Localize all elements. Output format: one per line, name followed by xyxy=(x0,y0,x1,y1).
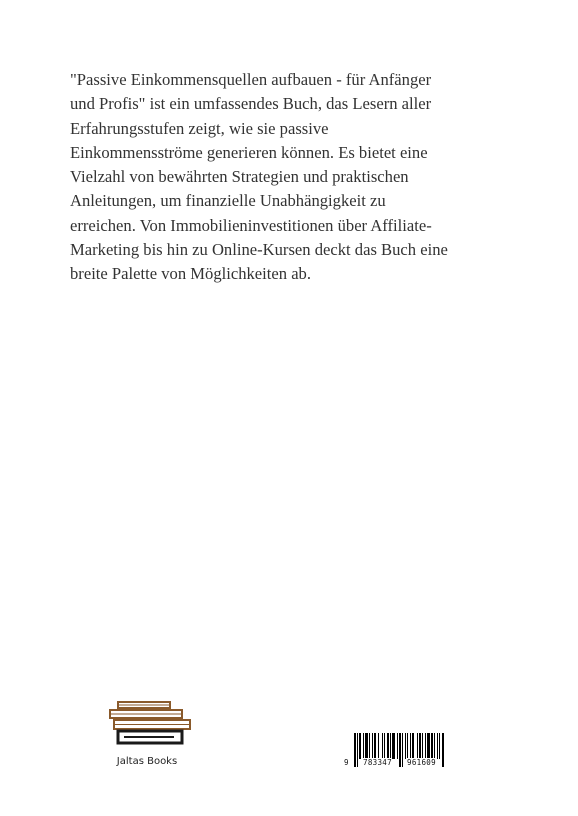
publisher-name: Jaltas Books xyxy=(116,756,178,767)
barcode-bar xyxy=(354,733,356,767)
barcode-bar xyxy=(378,733,379,759)
book-description: "Passive Einkommensquellen aufbauen - für Anfänger und Profis" ist ein umfassendes Buch, das Lesern aller Erfahrungsstufen zeigt, wie sie passive Einkommensströme generieren können. Es bietet eine Vielzahl von bewährten Strategien und praktischen Anleitungen, um finanzielle Unabhängigkeit zu erreichen. Von Immobilieninvestitionen über Affiliate- Marketing bis hin zu Online-Kursen deckt das Buch eine breite Palette von Möglichkeiten ab. xyxy=(70,70,448,284)
barcode-prefix: 9 xyxy=(344,758,349,767)
barcode-bar xyxy=(357,733,358,767)
barcode-bar xyxy=(434,733,435,759)
barcode-bar xyxy=(427,733,430,759)
barcode-bar xyxy=(410,733,411,759)
barcode-group-1: 783347 xyxy=(363,758,392,767)
barcode-bar xyxy=(439,733,440,759)
barcode-bar xyxy=(422,733,423,759)
barcode-bar xyxy=(390,733,391,759)
barcode-group-2: 961609 xyxy=(407,758,436,767)
barcode-bar xyxy=(419,733,421,759)
barcode-bar xyxy=(384,733,385,759)
barcode-bar xyxy=(359,733,361,759)
barcode-bar xyxy=(387,733,389,759)
barcode-bar xyxy=(372,733,373,759)
barcode-bar xyxy=(425,733,426,759)
barcode-bar xyxy=(397,733,398,759)
barcode-bar xyxy=(369,733,370,759)
barcode-bar xyxy=(412,733,414,759)
barcode-bar xyxy=(399,733,401,767)
barcode-bar xyxy=(365,733,368,759)
barcode-bar xyxy=(407,733,408,759)
barcode-bar xyxy=(442,733,444,767)
barcode-bar xyxy=(363,733,364,759)
barcode-bar xyxy=(392,733,395,759)
barcode-bar xyxy=(437,733,438,759)
barcode-bar xyxy=(405,733,406,759)
barcode-bar xyxy=(417,733,418,759)
barcode-bar xyxy=(374,733,376,759)
publisher-logo xyxy=(96,692,198,777)
barcode-bar xyxy=(402,733,403,767)
barcode-bar xyxy=(431,733,433,759)
isbn-barcode xyxy=(344,733,452,773)
stacked-books-icon xyxy=(96,692,198,754)
barcode-bar xyxy=(382,733,383,759)
